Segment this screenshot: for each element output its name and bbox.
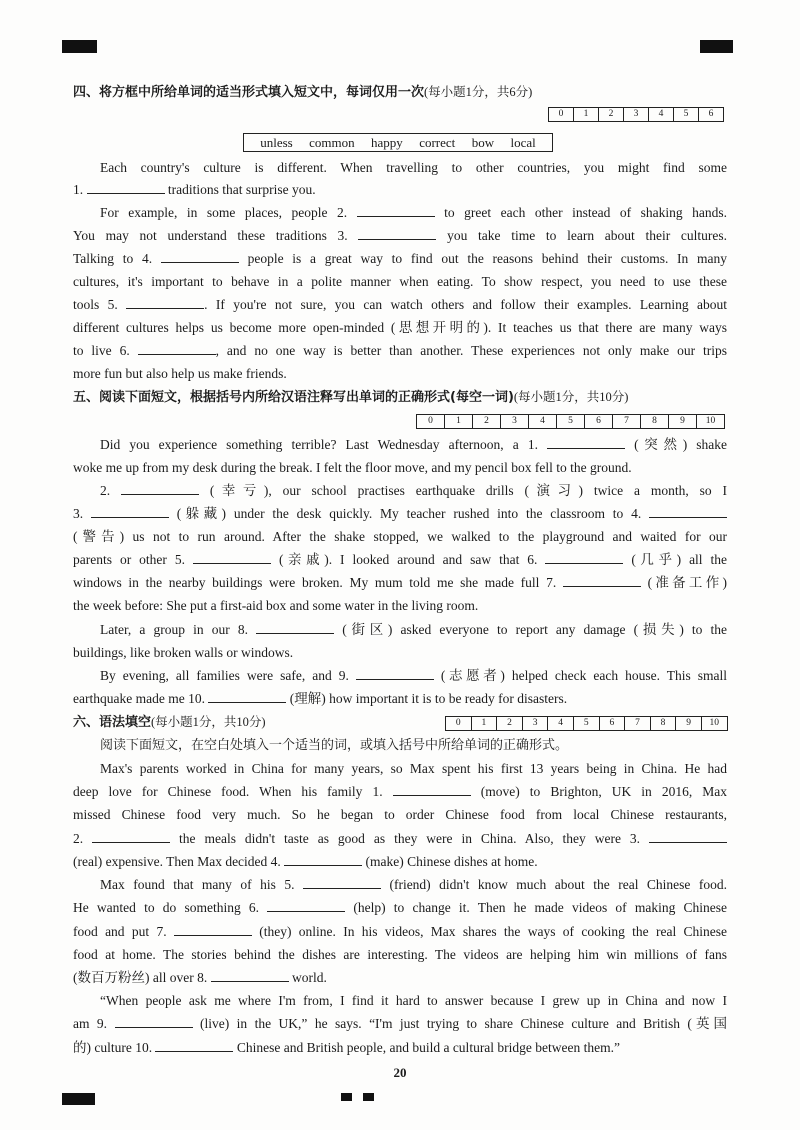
answer-blank[interactable] bbox=[115, 1015, 193, 1028]
line-text: Each country's culture is different. When travelling to other countries, you might find some bbox=[100, 160, 727, 175]
passage-line bbox=[73, 1014, 727, 1034]
line-text: deep love for Chinese food. When his family 1. bbox=[73, 784, 383, 799]
line-text: For example, in some places, people 2. bbox=[100, 205, 348, 220]
line-text: cultures, it's important to behave in a polite manner when eating. To show respect, you need to use these bbox=[73, 274, 727, 289]
score-cell: 9 bbox=[669, 415, 697, 428]
score-cell: 1 bbox=[574, 108, 599, 121]
line-text: people is a great way to find out the reasons behind their customs. In many bbox=[247, 251, 728, 266]
line-text: Did you experience something terrible? Last Wednesday afternoon, a 1. bbox=[100, 437, 538, 452]
section-5-heading bbox=[73, 387, 628, 407]
passage-line bbox=[73, 527, 727, 547]
answer-blank[interactable] bbox=[126, 296, 204, 309]
answer-blank[interactable] bbox=[649, 830, 727, 843]
score-cell: 0 bbox=[549, 108, 574, 121]
score-cell: 4 bbox=[649, 108, 674, 121]
passage-line bbox=[73, 782, 727, 802]
line-text: tools 5. bbox=[73, 297, 118, 312]
line-text: 的) culture 10. bbox=[73, 1040, 153, 1055]
score-cell: 1 bbox=[445, 415, 473, 428]
line-text: 3. bbox=[73, 506, 84, 521]
score-cell: 6 bbox=[699, 108, 724, 121]
answer-blank[interactable] bbox=[155, 1039, 233, 1052]
passage-line bbox=[73, 341, 727, 361]
registration-mark-bottom-left bbox=[62, 1093, 95, 1105]
passage-line bbox=[73, 898, 727, 918]
line-text: . If you're not sure, you can watch others and follow their examples. Learning about bbox=[204, 297, 728, 312]
line-text: (躲藏) under the desk quickly. My teacher rushed into the classroom to 4. bbox=[176, 506, 642, 521]
line-text: missed Chinese food very much. So he began to order Chinese food from local Chinese restaurants, bbox=[73, 807, 727, 822]
answer-blank[interactable] bbox=[174, 923, 252, 936]
passage-line bbox=[73, 666, 727, 686]
passage-line bbox=[73, 968, 727, 988]
line-text: (数百万粉丝) all over 8. bbox=[73, 970, 208, 985]
section-heading-text: 五、阅读下面短文，根据括号内所给汉语注释写出单词的正确形式(每空一词) bbox=[73, 390, 514, 405]
line-text: 2. bbox=[73, 831, 84, 846]
score-cell: 0 bbox=[446, 717, 472, 730]
passage-line bbox=[73, 573, 727, 593]
line-text: earthquake made me 10. bbox=[73, 691, 205, 706]
line-text: more fun but also help us make friends. bbox=[73, 366, 287, 381]
passage-line bbox=[73, 435, 727, 455]
passage-line bbox=[73, 318, 727, 338]
section-6-heading bbox=[73, 712, 266, 732]
line-text: , and no one way is better than another. These experiences not only make our trips bbox=[215, 343, 727, 358]
line-text: am 9. bbox=[73, 1016, 108, 1031]
answer-blank[interactable] bbox=[357, 204, 435, 217]
score-grid bbox=[445, 716, 728, 731]
passage-line bbox=[73, 272, 727, 292]
line-text: (志愿者) helped check each house. This small bbox=[440, 668, 727, 683]
line-text: 2. bbox=[100, 483, 111, 498]
line-text: you take time to learn about their cultures. bbox=[447, 228, 728, 243]
score-cell: 2 bbox=[473, 415, 501, 428]
passage-line bbox=[73, 945, 727, 965]
passage-line bbox=[73, 550, 727, 570]
line-text: (make) Chinese dishes at home. bbox=[365, 854, 538, 869]
word-bank-item: common bbox=[309, 134, 355, 150]
passage-line bbox=[73, 620, 727, 640]
passage-line bbox=[73, 504, 727, 524]
passage-line bbox=[73, 364, 727, 384]
line-text: the week before: She put a first-aid box and some water in the living room. bbox=[73, 598, 479, 613]
section-instruction bbox=[73, 735, 727, 755]
passage-line bbox=[73, 922, 727, 942]
line-text: (move) to Brighton, UK in 2016, Max bbox=[480, 784, 728, 799]
line-text: 1. bbox=[73, 182, 84, 197]
line-text: traditions that surprise you. bbox=[167, 182, 316, 197]
section-4-heading bbox=[73, 82, 532, 102]
passage-line bbox=[73, 158, 727, 178]
answer-blank[interactable] bbox=[649, 505, 727, 518]
line-text: woke me up from my desk during the break. I felt the floor move, and my pencil box fell to the ground. bbox=[73, 460, 632, 475]
score-cell: 7 bbox=[625, 717, 651, 730]
line-text: world. bbox=[291, 970, 327, 985]
word-bank-item: local bbox=[510, 134, 536, 150]
score-cell: 3 bbox=[624, 108, 649, 121]
line-text: to live 6. bbox=[73, 343, 130, 358]
answer-blank[interactable] bbox=[121, 482, 199, 495]
passage-line bbox=[73, 852, 727, 872]
line-text: Chinese and British people, and build a cultural bridge between them.” bbox=[236, 1040, 621, 1055]
answer-blank[interactable] bbox=[92, 830, 170, 843]
answer-blank[interactable] bbox=[547, 436, 625, 449]
word-bank-item: bow bbox=[471, 134, 495, 150]
line-text: (real) expensive. Then Max decided 4. bbox=[73, 854, 281, 869]
line-text: By evening, all families were safe, and 9. bbox=[100, 668, 349, 683]
score-cell: 4 bbox=[548, 717, 574, 730]
score-cell: 6 bbox=[585, 415, 613, 428]
line-text: (they) online. In his videos, Max shares the ways of cooking the real Chinese bbox=[259, 924, 728, 939]
passage-line bbox=[73, 249, 727, 269]
line-text: (警告) us not to run around. After the shake stopped, we walked to the playground and waited for our bbox=[73, 529, 727, 544]
line-text: (街区) asked everyone to report any damage (损失) to the bbox=[342, 622, 728, 637]
passage-line bbox=[73, 805, 727, 825]
score-cell: 5 bbox=[674, 108, 699, 121]
registration-mark-top-left bbox=[62, 40, 97, 53]
passage-line bbox=[73, 458, 727, 478]
line-text: Max found that many of his 5. bbox=[100, 877, 295, 892]
passage-line bbox=[73, 295, 727, 315]
score-cell: 8 bbox=[651, 717, 677, 730]
registration-mark-top-right bbox=[700, 40, 733, 53]
score-cell: 10 bbox=[702, 717, 728, 730]
line-text: (理解) how important it is to be ready for disasters. bbox=[289, 691, 568, 706]
line-text: parents or other 5. bbox=[73, 552, 185, 567]
score-cell: 6 bbox=[600, 717, 626, 730]
score-cell: 3 bbox=[501, 415, 529, 428]
instruction-text: 阅读下面短文，在空白处填入一个适当的词，或填入括号中所给单词的正确形式。 bbox=[100, 737, 569, 752]
score-cell: 5 bbox=[557, 415, 585, 428]
score-grid bbox=[416, 414, 725, 429]
line-text: (friend) didn't know much about the real Chinese food. bbox=[389, 877, 728, 892]
line-text: buildings, like broken walls or windows. bbox=[73, 645, 294, 660]
answer-blank[interactable] bbox=[193, 551, 271, 564]
passage-line bbox=[73, 643, 727, 663]
score-cell: 8 bbox=[641, 415, 669, 428]
line-text: Later, a group in our 8. bbox=[100, 622, 248, 637]
passage-line bbox=[73, 180, 727, 200]
word-bank-item: unless bbox=[260, 134, 293, 150]
answer-blank[interactable] bbox=[256, 621, 334, 634]
passage-line bbox=[73, 226, 727, 246]
line-text: Talking to 4. bbox=[73, 251, 153, 266]
answer-blank[interactable] bbox=[356, 667, 434, 680]
score-note: (每小题1分，共10分) bbox=[151, 715, 266, 729]
score-cell: 9 bbox=[676, 717, 702, 730]
score-grid bbox=[548, 107, 724, 122]
line-text: different cultures helps us become more open-minded (思想开明的). It teaches us that there are many ways bbox=[73, 320, 727, 335]
score-cell: 3 bbox=[523, 717, 549, 730]
answer-blank[interactable] bbox=[91, 505, 169, 518]
word-bank-item: happy bbox=[371, 134, 403, 150]
section-heading-text: 四、将方框中所给单词的适当形式填入短文中，每词仅用一次 bbox=[73, 85, 425, 100]
line-text: “When people ask me where I'm from, I find it hard to answer because I grew up in China and now I bbox=[100, 993, 727, 1008]
passage-line bbox=[73, 759, 727, 779]
line-text: (亲戚). I looked around and saw that 6. bbox=[278, 552, 538, 567]
passage-line bbox=[73, 481, 727, 501]
score-cell: 2 bbox=[497, 717, 523, 730]
score-cell: 1 bbox=[472, 717, 498, 730]
line-text: (突然) shake bbox=[634, 437, 728, 452]
passage-line bbox=[73, 875, 727, 895]
line-text: the meals didn't taste as good as they were in China. Also, they were 3. bbox=[179, 831, 641, 846]
passage-line bbox=[73, 829, 727, 849]
line-text: (几乎) all the bbox=[631, 552, 728, 567]
line-text: windows in the nearby buildings were broken. My mum told me she made full 7. bbox=[73, 575, 557, 590]
passage-line bbox=[73, 596, 727, 616]
answer-blank[interactable] bbox=[208, 690, 286, 703]
passage-line bbox=[73, 991, 727, 1011]
line-text: (help) to change it. Then he made videos of making Chinese bbox=[353, 900, 727, 915]
score-cell: 7 bbox=[613, 415, 641, 428]
line-text: food and put 7. bbox=[73, 924, 167, 939]
passage-line bbox=[73, 203, 727, 223]
score-note: (每小题1分，共10分) bbox=[513, 390, 629, 404]
section-heading-text: 六、语法填空 bbox=[73, 715, 152, 730]
line-text: to greet each other instead of shaking hands. bbox=[444, 205, 728, 220]
score-cell: 4 bbox=[529, 415, 557, 428]
line-text: food at home. The stories behind the dishes are interesting. The videos are helping him win millions of fans bbox=[73, 947, 727, 962]
answer-blank[interactable] bbox=[161, 250, 239, 263]
line-text: (准备工作) bbox=[647, 575, 727, 590]
answer-blank[interactable] bbox=[303, 876, 381, 889]
word-bank-item: correct bbox=[419, 134, 456, 150]
passage-line bbox=[73, 689, 727, 709]
answer-blank[interactable] bbox=[284, 853, 362, 866]
word-bank-box bbox=[243, 133, 553, 152]
answer-blank[interactable] bbox=[545, 551, 623, 564]
line-text: (live) in the UK,” he says. “I'm just trying to share Chinese culture and British (英国 bbox=[199, 1016, 728, 1031]
line-text: Max's parents worked in China for many years, so Max spent his first 13 years being in China. He had bbox=[100, 761, 727, 776]
answer-blank[interactable] bbox=[358, 227, 436, 240]
score-note: (每小题1分，共6分) bbox=[424, 85, 533, 99]
line-text: (幸亏), our school practises earthquake drills (演习) twice a month, so I bbox=[209, 483, 728, 498]
score-cell: 5 bbox=[574, 717, 600, 730]
registration-mark-bottom-center bbox=[341, 1093, 352, 1101]
answer-blank[interactable] bbox=[138, 342, 216, 355]
score-cell: 2 bbox=[599, 108, 624, 121]
answer-blank[interactable] bbox=[267, 899, 345, 912]
registration-mark-bottom-center bbox=[363, 1093, 374, 1101]
passage-line bbox=[73, 1038, 727, 1058]
answer-blank[interactable] bbox=[563, 574, 641, 587]
answer-blank[interactable] bbox=[87, 181, 165, 194]
line-text: You may not understand these traditions 3. bbox=[73, 228, 348, 243]
score-cell: 0 bbox=[417, 415, 445, 428]
answer-blank[interactable] bbox=[393, 783, 471, 796]
line-text: He wanted to do something 6. bbox=[73, 900, 260, 915]
page-number: 20 bbox=[393, 1065, 407, 1080]
score-cell: 10 bbox=[697, 415, 725, 428]
answer-blank[interactable] bbox=[211, 969, 289, 982]
